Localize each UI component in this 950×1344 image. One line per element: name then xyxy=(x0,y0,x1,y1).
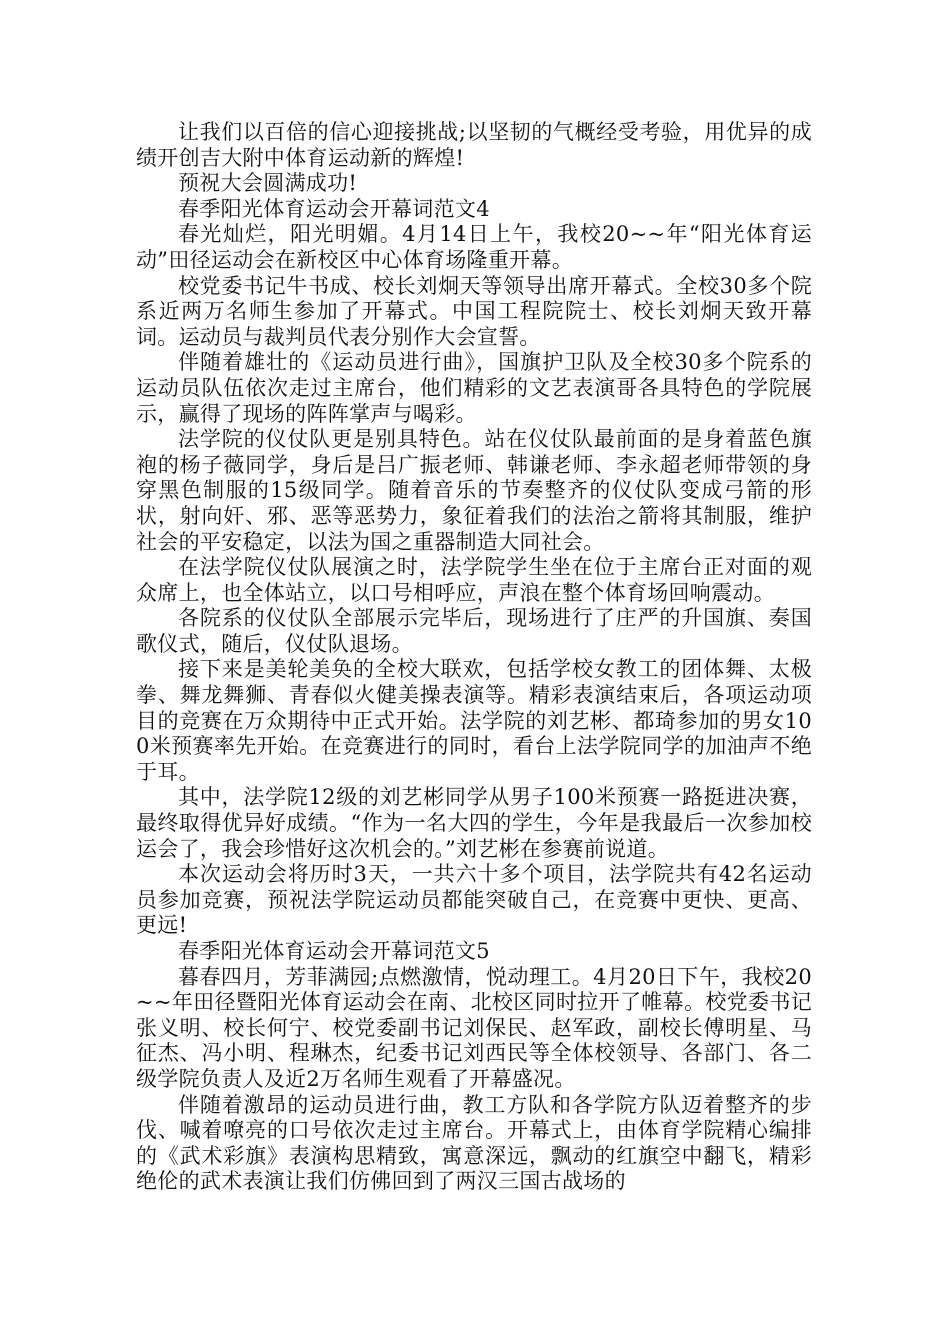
paragraph: 法学院的仪仗队更是别具特色。站在仪仗队最前面的是身着蓝色旗袍的杨子薇同学，身后是吕广振老师、韩谦老师、李永超老师带领的身穿黑色制服的15级同学。随着音乐的节奏整齐的仪仗队变成弓箭的形状，射向奸、邪、恶等恶势力，象征着我们的法治之箭将其制服，维护社会的平安稳定，以法为国之重器制造大同社会。 xyxy=(136,427,812,554)
document-body xyxy=(136,120,812,1195)
paragraph: 让我们以百倍的信心迎接挑战;以坚韧的气概经受考验，用优异的成绩开创吉大附中体育运动新的辉煌! xyxy=(136,120,812,170)
paragraph: 春光灿烂，阳光明媚。4月14日上午，我校20~~年“阳光体育运动”田径运动会在新校区中心体育场隆重开幕。 xyxy=(136,222,812,272)
paragraph: 各院系的仪仗队全部展示完毕后，现场进行了庄严的升国旗、奏国歌仪式，随后，仪仗队退场。 xyxy=(136,606,812,656)
paragraph: 伴随着雄壮的《运动员进行曲》，国旗护卫队及全校30多个院系的运动员队伍依次走过主席台，他们精彩的文艺表演哥各具特色的学院展示，赢得了现场的阵阵掌声与喝彩。 xyxy=(136,350,812,426)
paragraph: 暮春四月，芳菲满园;点燃激情，悦动理工。4月20日下午，我校20~~年田径暨阳光体育运动会在南、北校区同时拉开了帷幕。校党委书记张义明、校长何宁、校党委副书记刘保民、赵军政，副校长傅明星、马征杰、冯小明、程琳杰，纪委书记刘西民等全体校领导、各部门、各二级学院负责人及近2万名师生观看了开幕盛况。 xyxy=(136,964,812,1091)
paragraph: 其中，法学院12级的刘艺彬同学从男子100米预赛一路挺进决赛，最终取得优异好成绩。“作为一名大四的学生，今年是我最后一次参加校运会了，我会珍惜好这次机会的。”刘艺彬在参赛前说道。 xyxy=(136,785,812,861)
paragraph: 本次运动会将历时3天，一共六十多个项目，法学院共有42名运动员参加竞赛，预祝法学院运动员都能突破自己，在竞赛中更快、更高、更远! xyxy=(136,862,812,938)
section-heading: 春季阳光体育运动会开幕词范文4 xyxy=(178,196,490,221)
paragraph: 校党委书记牛书成、校长刘炯天等领导出席开幕式。全校30多个院系近两万名师生参加了开幕式。中国工程院院士、校长刘炯天致开幕词。运动员与裁判员代表分别作大会宣誓。 xyxy=(136,273,812,349)
section-heading: 春季阳光体育运动会开幕词范文5 xyxy=(178,939,490,963)
paragraph: 在法学院仪仗队展演之时，法学院学生坐在位于主席台正对面的观众席上，也全体站立，以口号相呼应，声浪在整个体育场回响震动。 xyxy=(136,555,812,605)
paragraph: 伴随着激昂的运动员进行曲，教工方队和各学院方队迈着整齐的步伐、喊着嘹亮的口号依次走过主席台。开幕式上，由体育学院精心编排的《武术彩旗》表演构思精致，寓意深远，飘动的红旗空中翻飞，精彩绝伦的武术表演让我们仿佛回到了两汉三国古战场的 xyxy=(136,1092,812,1194)
paragraph: 预祝大会圆满成功! xyxy=(178,171,358,196)
paragraph: 接下来是美轮美奂的全校大联欢，包括学校女教工的团体舞、太极拳、舞龙舞狮、青春似火健美操表演等。精彩表演结束后，各项运动项目的竞赛在万众期待中正式开始。法学院的刘艺彬、都琦参加的男女100米预赛率先开始。在竞赛进行的同时，看台上法学院同学的加油声不绝于耳。 xyxy=(136,657,812,784)
